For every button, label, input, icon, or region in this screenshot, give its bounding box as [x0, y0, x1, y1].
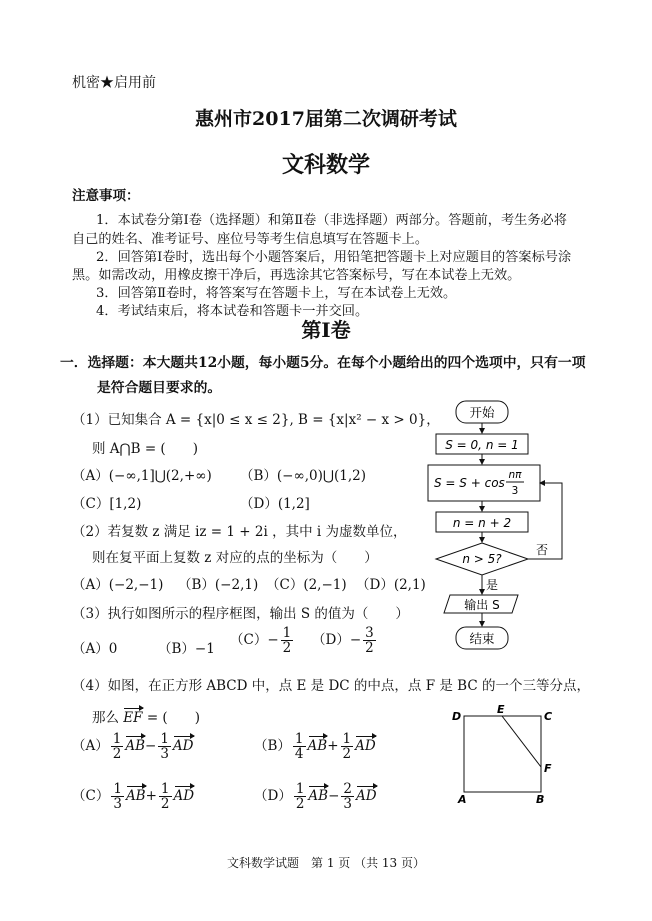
vertex-e-label: E — [497, 703, 505, 716]
q2-option-c: （C）(2,−1) — [266, 577, 347, 593]
q4-stem-post: = ( ) — [142, 710, 200, 726]
q3-option-c-label: （C）− — [230, 632, 279, 649]
vertex-f-label: F — [544, 762, 552, 775]
numerator: 1 — [294, 731, 304, 747]
flow-update-denominator: 3 — [511, 485, 519, 497]
flow-end-label: 结束 — [469, 631, 495, 646]
denominator: 4 — [294, 746, 304, 763]
operator: − — [145, 738, 157, 755]
operator: + — [145, 788, 157, 805]
q3-stem: （3）执行如图所示的程序框图，输出 S 的值为（ ） — [72, 606, 409, 622]
q4-option-a — [72, 732, 194, 761]
numerator: 1 — [113, 781, 122, 797]
q3-option-d — [312, 626, 378, 655]
part-title: 第Ⅰ卷 — [301, 318, 351, 342]
q2-option-a: （A）(−2,−1) — [72, 577, 164, 593]
vertex-b-label: B — [536, 793, 545, 806]
numerator: 1 — [295, 781, 305, 797]
page-footer: 文科数学试题 第 1 页 （共 13 页） — [227, 856, 425, 870]
q4-stem-pre: 那么 — [92, 710, 124, 726]
q3-option-d-label: （D）− — [312, 632, 362, 649]
q4-vector-ef: EF — [123, 710, 143, 726]
vector: AD — [173, 788, 195, 805]
numerator: 1 — [160, 731, 169, 747]
operator: − — [328, 788, 340, 805]
note-line: 4．考试结束后，将本试卷和答题卡一并交回。 — [96, 304, 369, 319]
q1-stem-2: 则 A⋂B = ( ) — [92, 441, 198, 457]
operator: + — [327, 738, 339, 755]
q4-option-b — [254, 732, 376, 761]
numerator: 1 — [112, 731, 122, 747]
note-line: 黑。如需改动，用橡皮擦干净后，再选涂其它答案标号，写在本试卷上无效。 — [72, 268, 521, 283]
flow-start-label: 开始 — [469, 405, 495, 420]
denominator: 2 — [160, 796, 170, 813]
q4-option-c — [72, 782, 194, 811]
q2-option-b: （B）(−2,1) — [178, 577, 259, 593]
vertex-d-label: D — [452, 710, 462, 723]
note-line: 3．回答第Ⅱ卷时，将答案写在答题卡上，写在本试卷上无效。 — [96, 286, 457, 301]
option-label: （C） — [72, 788, 110, 805]
vector: AB — [308, 788, 329, 805]
segment-ef — [502, 716, 541, 767]
vector: AB — [125, 738, 146, 755]
denominator: 2 — [295, 796, 305, 813]
vector: AD — [355, 738, 376, 755]
q2-stem-2: 则在复平面上复数 z 对应的点的坐标为（ ） — [92, 550, 378, 566]
denominator: 3 — [343, 796, 352, 813]
q4-option-d — [254, 782, 377, 811]
q3-option-b: （B）−1 — [158, 641, 215, 657]
flow-init-label: S = 0, n = 1 — [445, 438, 519, 452]
exam-title: 惠州市2017届第二次调研考试 — [195, 108, 457, 130]
note-line: 1．本试卷分第Ⅰ卷（选择题）和第Ⅱ卷（非选择题）两部分。答题前，考生务必将 — [96, 213, 567, 228]
vector: AB — [307, 738, 328, 755]
numerator: 1 — [342, 731, 352, 747]
option-label: （D） — [254, 788, 292, 805]
vertex-c-label: C — [544, 710, 553, 723]
numerator: 2 — [343, 781, 352, 797]
vertex-a-label: A — [458, 793, 467, 806]
flowchart — [420, 398, 580, 654]
flow-update-numerator: nπ — [508, 469, 522, 481]
flow-update-label: S = S + cos — [434, 476, 505, 490]
square-diagram — [446, 702, 566, 808]
note-line: 2．回答第Ⅰ卷时，选出每个小题答案后，用铅笔把答题卡上对应题目的答案标号涂 — [96, 250, 572, 265]
q3-c-numerator: 1 — [282, 625, 292, 641]
confidential-mark: 机密★启用前 — [72, 75, 156, 91]
q4-stem: （4）如图，在正方形 ABCD 中，点 E 是 DC 的中点，点 F 是 BC 的一个三等分点， — [72, 678, 590, 694]
vector: AD — [172, 738, 194, 755]
q4-stem-2 — [92, 706, 200, 726]
numerator: 1 — [160, 781, 170, 797]
q3-d-denominator: 2 — [365, 640, 374, 657]
subject-title: 文科数学 — [281, 152, 370, 178]
q3-d-numerator: 3 — [365, 625, 374, 641]
option-label: （A） — [72, 738, 109, 755]
flow-output-label: 输出 S — [464, 598, 500, 612]
vector: AD — [356, 788, 377, 805]
q1-option-a: （A）(−∞,1]⋃(2,+∞) — [72, 468, 212, 484]
option-label: （B） — [254, 738, 291, 755]
flow-increment-label: n = n + 2 — [452, 516, 512, 530]
q3-c-denominator: 2 — [282, 640, 292, 657]
q1-stem: （1）已知集合 A = {x|0 ≤ x ≤ 2}, B = {x|x² − x > 0}， — [72, 412, 440, 428]
denominator: 2 — [112, 746, 122, 763]
notes-heading: 注意事项： — [72, 188, 140, 204]
square-abcd — [464, 716, 541, 792]
q3-option-a: （A）0 — [72, 641, 118, 657]
q2-stem: （2）若复数 z 满足 iz = 1 + 2i ，其中 i 为虚数单位， — [72, 524, 407, 540]
q2-option-d: （D）(2,1) — [356, 577, 426, 593]
q3-option-c — [230, 626, 295, 655]
denominator: 3 — [113, 796, 122, 813]
flow-yes-label: 是 — [486, 578, 499, 592]
q1-option-b: （B）(−∞,0)⋃(1,2) — [240, 468, 366, 484]
flow-condition-label: n > 5? — [462, 552, 502, 566]
denominator: 2 — [342, 746, 352, 763]
flow-no-label: 否 — [536, 543, 549, 557]
note-line: 自己的姓名、准考证号、座位号等考生信息填写在答题卡上。 — [72, 232, 429, 247]
denominator: 3 — [160, 746, 169, 763]
vector: AB — [125, 788, 146, 805]
section-heading: 一．选择题：本大题共12小题，每小题5分。在每个小题给出的四个选项中，只有一项 — [60, 355, 586, 371]
q1-option-c: （C）[1,2) — [72, 496, 142, 512]
section-heading-cont: 是符合题目要求的。 — [97, 380, 222, 396]
q1-option-d: （D）(1,2] — [240, 496, 310, 512]
